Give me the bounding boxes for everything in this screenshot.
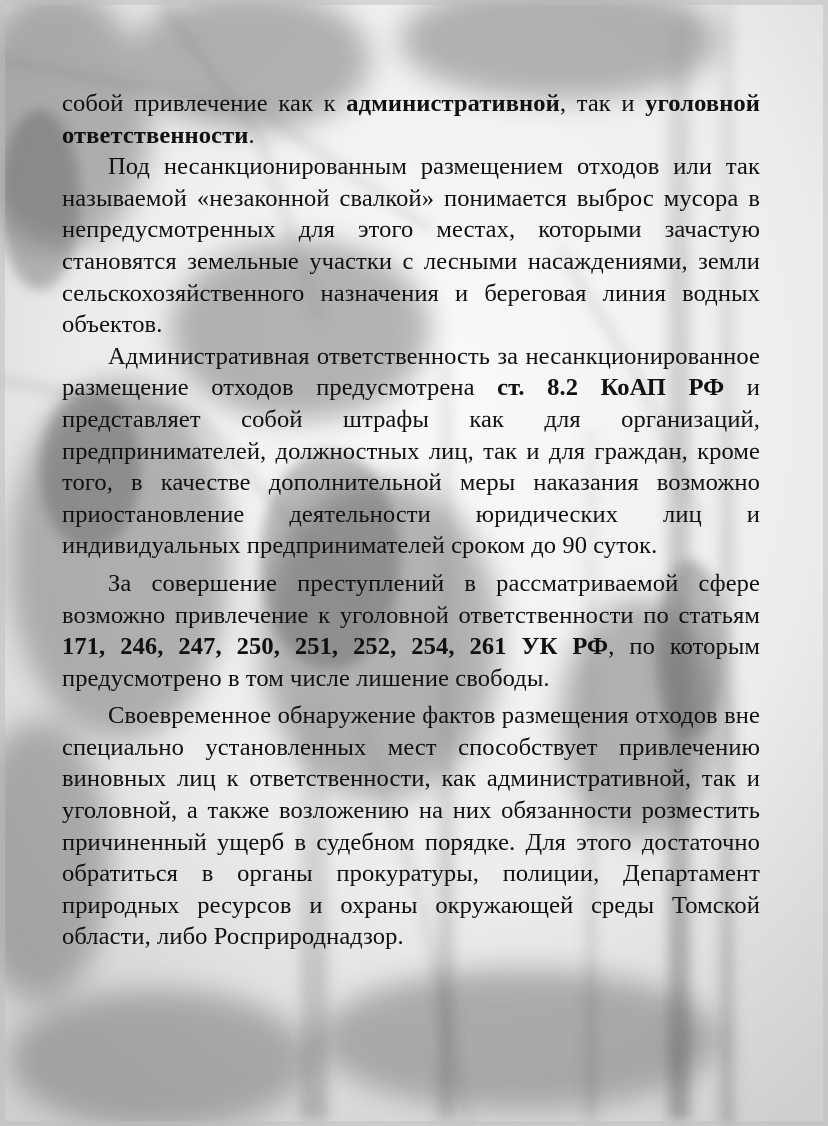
document-text	[62, 88, 760, 953]
paragraph: Под несанкционированным размещением отходов или так называемой «незаконной свалкой» понимается выброс мусора в непредусмотренных для этого местах, которыми зачастую становятся земельные участки с лесными насаждениями, земли сельскохозяйственного назначения и береговая линия водных объектов.	[62, 153, 760, 339]
paragraph: Административная ответственность за несанкционированное размещение отходов предусмотрена ст. 8.2 КоАП РФ и представляет собой штрафы как для организаций, предпринимателей, должностных лиц, так и для граждан, кроме того, в качестве дополнительной меры наказания возможно приостановление деятельности юридических лиц и индивидуальных предпринимателей сроком до 90 суток.	[62, 342, 760, 560]
paragraph: Своевременное обнаружение фактов размещения отходов вне специально установленных мест способствует привлечению виновных лиц к ответственности, как административной, так и уголовной, а также возложению на них обязанности розместить причиненный ущерб в судебном порядке. Для этого достаточно обратиться в органы прокуратуры, полиции, Департамент природных ресурсов и охраны окружающей среды Томской области, либо Росприроднадзор.	[62, 702, 760, 951]
paragraph: собой привлечение как к административной, так и уголовной ответственности.	[62, 90, 760, 149]
paragraph: За совершение преступлений в рассматриваемой сфере возможно привлечение к уголовной ответственности по статьям 171, 246, 247, 250, 251, 252, 254, 261 УК РФ, по которым предусмотрено в том числе лишение свободы.	[62, 569, 761, 692]
